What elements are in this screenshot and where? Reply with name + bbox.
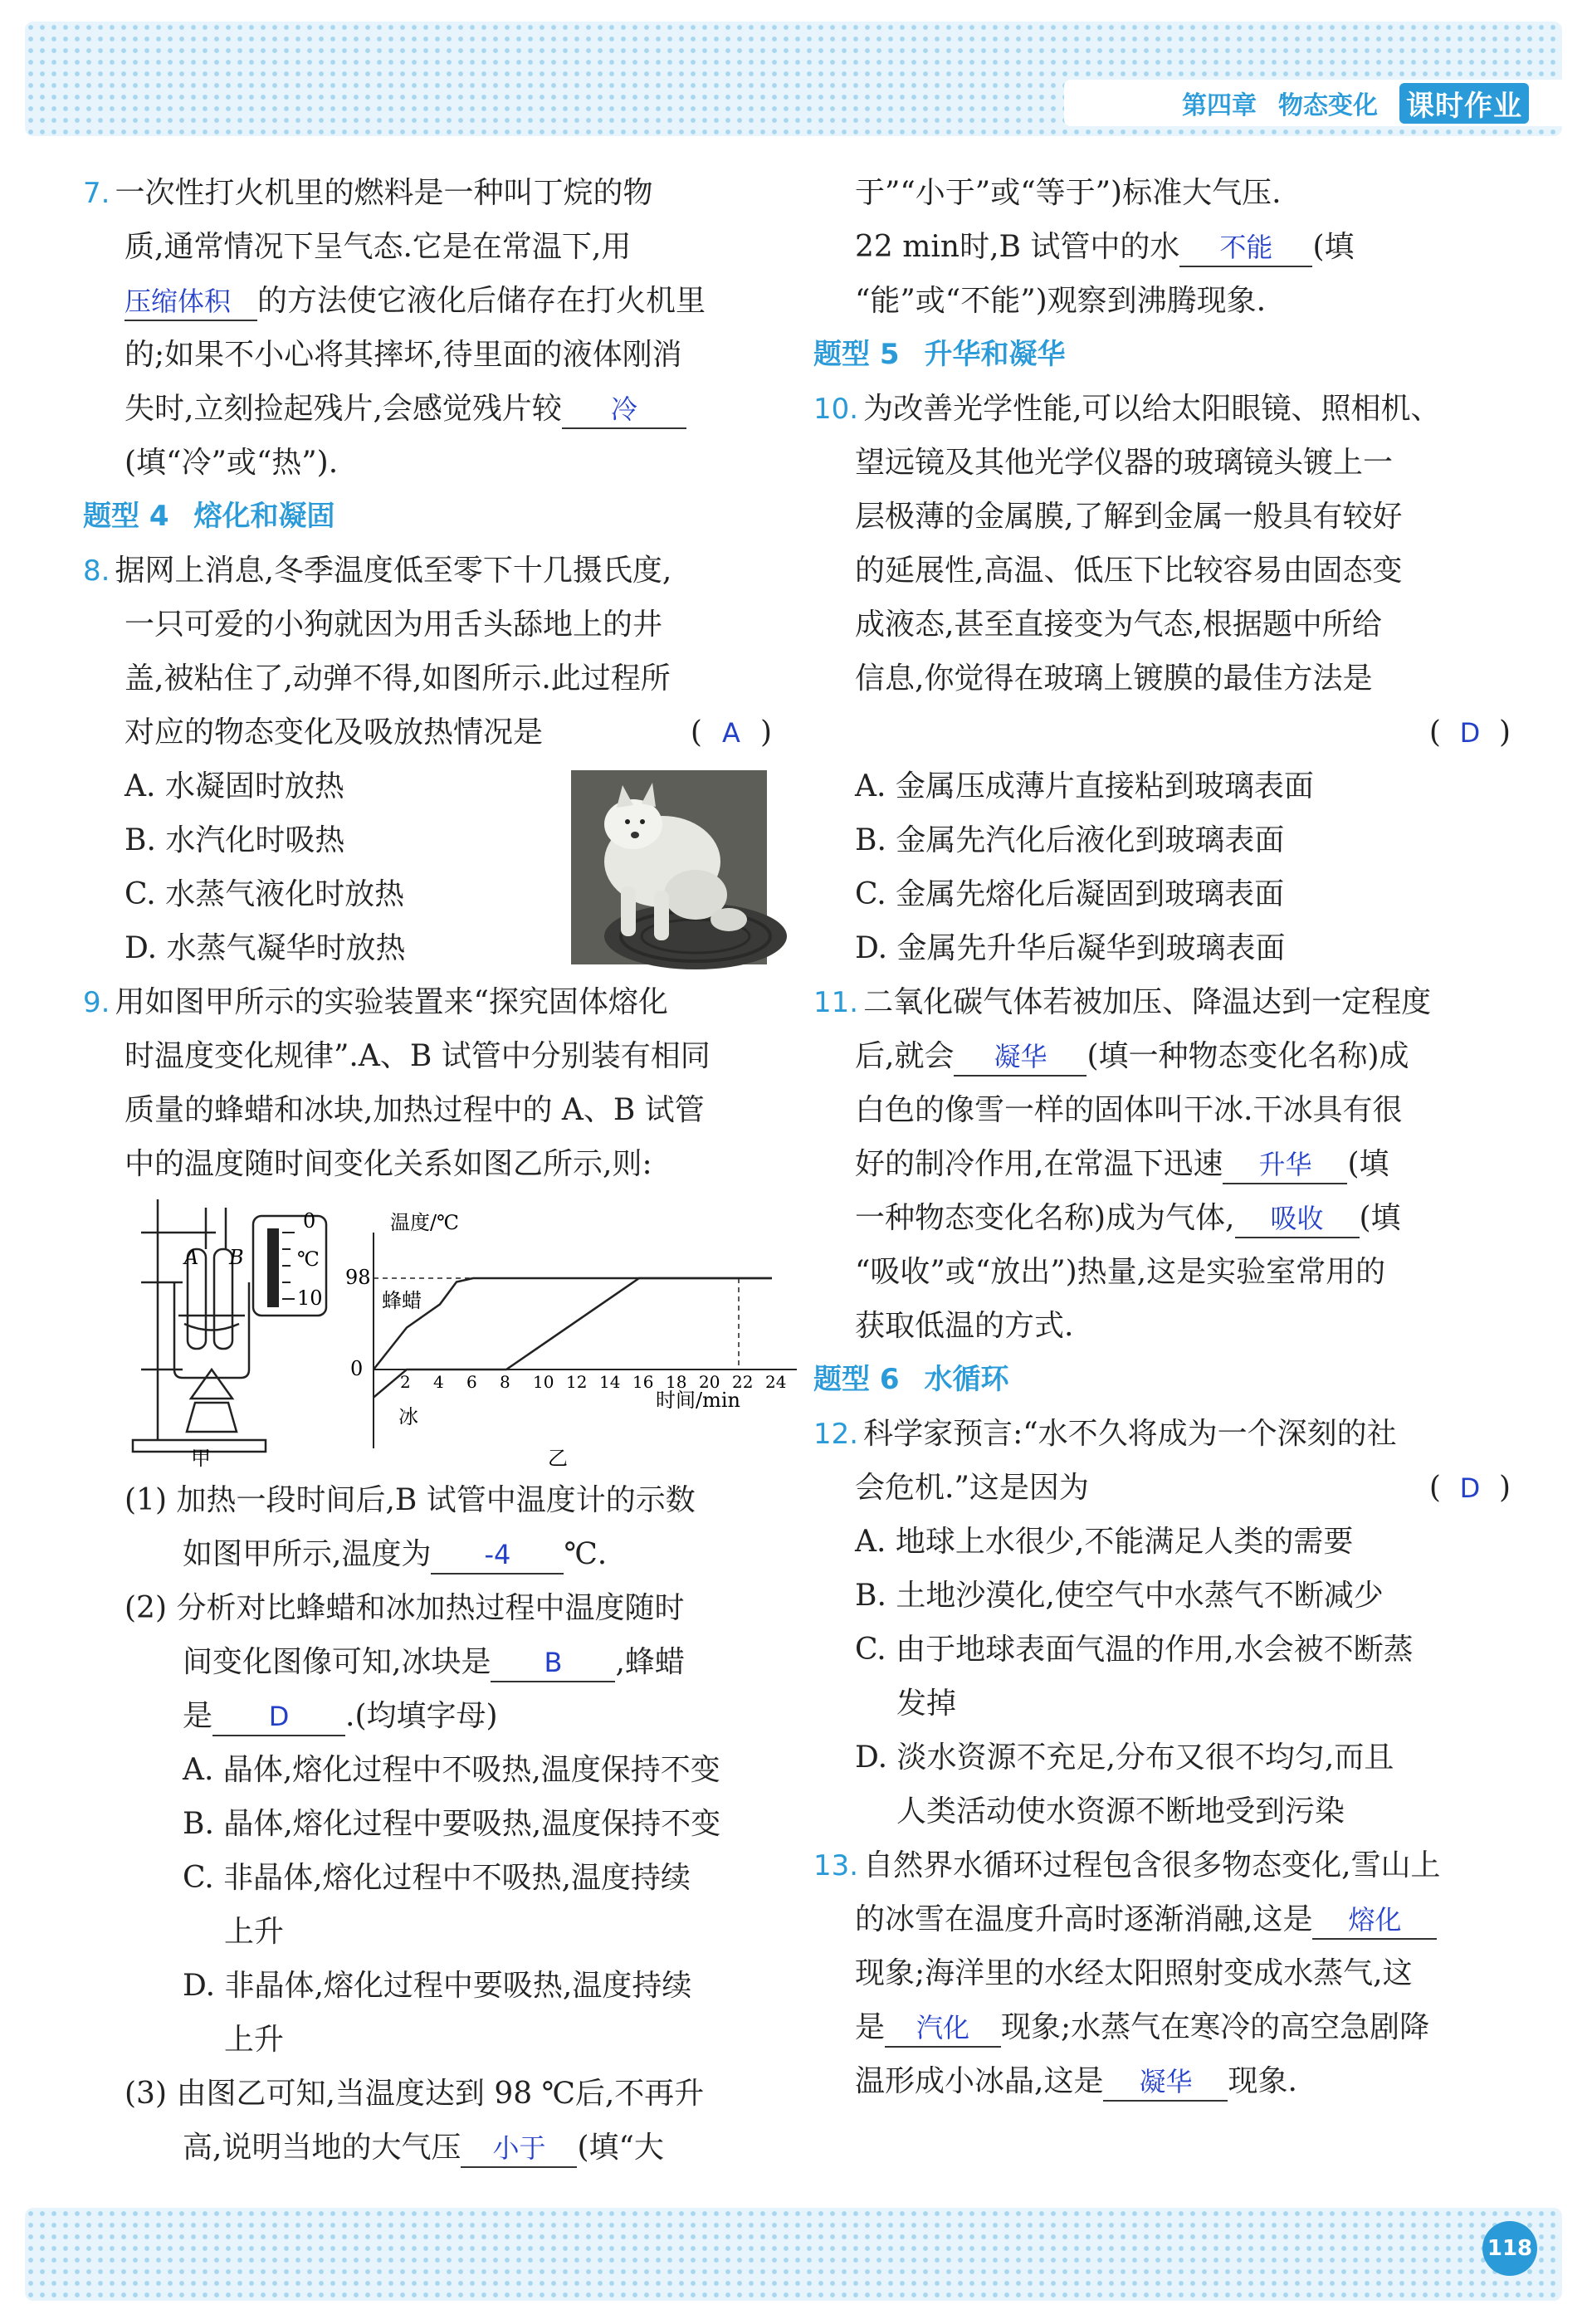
graph-xtick-18: 18: [666, 1372, 687, 1392]
tube-a-label: A: [184, 1246, 199, 1269]
graph-yi: [374, 1233, 797, 1448]
apparatus-jia: [133, 1199, 266, 1452]
q13-line2: 的冰雪在温度升高时逐渐消融,这是 熔化: [813, 1892, 1511, 1946]
graph-xtick-2: 2: [400, 1372, 411, 1392]
dog-photo-illustration: [571, 770, 767, 964]
graph-xtick-16: 16: [632, 1372, 654, 1392]
q8-line1: 8. 据网上消息,冬季温度低至零下十几摄氏度,: [83, 554, 672, 588]
dog-photo: [571, 770, 767, 964]
q12-option-c-line1: C. 由于地球表面气温的作用,水会被不断蒸: [855, 1633, 1414, 1667]
ice-series-label: 冰: [398, 1405, 418, 1428]
q9-option-b: B. 晶体,熔化过程中要吸热,温度保持不变: [183, 1807, 721, 1841]
chapter-number: 第四章: [1182, 91, 1257, 120]
graph-xtick-10: 10: [533, 1372, 554, 1392]
q8-option-d: D. 水蒸气凝华时放热: [125, 931, 406, 965]
section-6-heading: 题型 6 水循环: [813, 1363, 1009, 1396]
q10-number: 10.: [813, 393, 859, 426]
q13-answer-1: 熔化: [1312, 1902, 1437, 1940]
graph-xtick-12: 12: [566, 1372, 588, 1392]
q12-line2: 会危机.”这是因为 ( D ): [813, 1461, 1511, 1515]
wax-series-label: 蜂蜡: [382, 1289, 422, 1312]
thermo-top-label: 0: [303, 1209, 316, 1233]
q9-line4: 中的温度随时间变化关系如图乙所示,则:: [125, 1147, 652, 1181]
q11-answer-2: 升华: [1223, 1146, 1347, 1184]
q10-line2: 望远镜及其他光学仪器的玻璃镜头镀上一: [855, 446, 1394, 480]
q12-option-d-line1: D. 淡水资源不充足,分布又很不均匀,而且: [855, 1741, 1394, 1775]
graph-y98-label: 98: [345, 1266, 371, 1289]
q9-cont-line2: 22 min时,B 试管中的水 不能 (填: [813, 220, 1511, 274]
q12-option-b: B. 土地沙漠化,使空气中水蒸气不断减少: [855, 1579, 1384, 1613]
q10-answer: D: [1459, 717, 1481, 749]
q11-line6: “吸收”或“放出”)热量,这是实验室常用的: [855, 1255, 1386, 1289]
figure-label-jia: 甲: [191, 1447, 211, 1470]
q11-line4: 好的制冷作用,在常温下迅速 升华 (填: [813, 1137, 1511, 1191]
q8-option-a: A. 水凝固时放热: [125, 769, 344, 803]
tube-b-label: B: [229, 1246, 244, 1269]
q7-line1: 7. 一次性打火机里的燃料是一种叫丁烷的物: [83, 176, 653, 210]
q9-line2: 时温度变化规律”.A、B 试管中分别装有相同: [125, 1039, 710, 1073]
q10-option-b: B. 金属先汽化后液化到玻璃表面: [855, 823, 1285, 857]
q9-cont-line1: 于”“小于”或“等于”)标准大气压.: [855, 176, 1282, 210]
q10-line6: 信息,你觉得在玻璃上镀膜的最佳方法是: [855, 662, 1373, 696]
graph-xlabel: 时间/min: [656, 1389, 740, 1412]
q7-line5: 失时,立刻捡起残片,会感觉残片较 冷: [83, 382, 772, 436]
q9-sub1-answer: -4: [431, 1536, 564, 1575]
q9-figure-svg: [133, 1199, 787, 1473]
q8-line4: 对应的物态变化及吸放热情况是 ( A ): [83, 706, 772, 759]
q13-line1: 13. 自然界水循环过程包含很多物态变化,雪山上: [813, 1848, 1441, 1882]
q9-cont-line3: “能”或“不能”)观察到沸腾现象.: [855, 284, 1267, 318]
q12-line1: 12. 科学家预言:“水不久将成为一个深刻的社: [813, 1417, 1397, 1451]
q7-line3: 压缩体积 的方法使它液化后储存在打火机里: [83, 274, 772, 328]
q12-option-a: A. 地球上水很少,不能满足人类的需要: [855, 1525, 1354, 1559]
q9-sub2-line2: 间变化图像可知,冰块是 B ,蜂蜡: [83, 1635, 772, 1689]
q9-sub2-answer-2: D: [212, 1698, 345, 1736]
q7-answer-2: 冷: [562, 391, 686, 429]
q9-sub3-line1: (3) 由图乙可知,当温度达到 98 ℃后,不再升: [125, 2077, 705, 2111]
graph-ylabel: 温度/℃: [390, 1211, 459, 1234]
q10-option-a: A. 金属压成薄片直接粘到玻璃表面: [855, 769, 1314, 803]
bottom-decorative-band: [25, 2208, 1562, 2301]
q10-answer-line: [813, 706, 1511, 759]
left-column: [83, 166, 772, 2175]
q9-sub3-answer: 小于: [461, 2130, 577, 2168]
q11-line3: 白色的像雪一样的固体叫干冰.干冰具有很: [855, 1093, 1403, 1127]
q7-answer-1: 压缩体积: [125, 283, 257, 321]
thermo-bottom-label: 10: [297, 1286, 323, 1310]
q9-cont-answer: 不能: [1179, 229, 1312, 267]
q9-sub2-line1: (2) 分析对比蜂蜡和冰加热过程中温度随时: [125, 1591, 685, 1625]
q11-line2: 后,就会 凝华 (填一种物态变化名称)成: [813, 1029, 1511, 1083]
q9-option-c-line2: 上升: [224, 1915, 285, 1949]
page-number: 118: [1482, 2221, 1537, 2276]
q8-line3: 盖,被粘住了,动弹不得,如图所示.此过程所: [125, 662, 671, 696]
q13-line4: 是 汽化 现象;水蒸气在寒冷的高空急剧降: [813, 2000, 1511, 2054]
chapter-title: 物态变化: [1278, 91, 1378, 120]
q9-line3: 质量的蜂蜡和冰块,加热过程中的 A、B 试管: [125, 1093, 705, 1127]
q11-line7: 获取低温的方式.: [855, 1309, 1074, 1343]
q10-option-d: D. 金属先升华后凝华到玻璃表面: [855, 931, 1286, 965]
q9-line1: 9. 用如图甲所示的实验装置来“探究固体熔化: [83, 985, 668, 1019]
q10-line4: 的延展性,高温、低压下比较容易由固态变: [855, 554, 1403, 588]
graph-xtick-24: 24: [765, 1372, 787, 1392]
section-4-heading: 题型 4 熔化和凝固: [83, 500, 335, 533]
q8-number: 8.: [83, 554, 110, 588]
q13-number: 13.: [813, 1849, 859, 1882]
q9-sub2-answer-1: B: [491, 1644, 615, 1682]
graph-xtick-20: 20: [699, 1372, 720, 1392]
graph-xtick-4: 4: [433, 1372, 444, 1392]
section-5-heading: 题型 5 升华和凝华: [813, 338, 1066, 371]
q8-option-b: B. 水汽化时吸热: [125, 823, 345, 857]
q7-line2: 质,通常情况下呈气态.它是在常温下,用: [125, 230, 632, 264]
q11-line5: 一种物态变化名称)成为气体, 吸收 (填: [813, 1191, 1511, 1245]
q8-answer-bracket: ( A ): [691, 706, 772, 760]
page-header: [1064, 80, 1562, 126]
q12-option-c-line2: 发掉: [896, 1687, 957, 1721]
q9-sub2-line3: 是 D .(均填字母): [83, 1689, 772, 1743]
q7-line4: 的;如果不小心将其摔坏,待里面的液体刚消: [125, 338, 682, 372]
q9-sub3-line2: 高,说明当地的大气压 小于 (填“大: [83, 2121, 772, 2175]
q9-option-d-line1: D. 非晶体,熔化过程中要吸热,温度持续: [183, 1969, 692, 2003]
right-column: [813, 166, 1511, 2108]
q9-figure: [133, 1199, 787, 1477]
q12-answer: D: [1459, 1472, 1481, 1504]
graph-xtick-8: 8: [500, 1372, 510, 1392]
q9-option-d-line2: 上升: [224, 2023, 285, 2057]
q9-sub1-line1: (1) 加热一段时间后,B 试管中温度计的示数: [125, 1483, 696, 1517]
q9-option-a: A. 晶体,熔化过程中不吸热,温度保持不变: [183, 1753, 720, 1787]
q13-answer-2: 汽化: [885, 2009, 1001, 2048]
graph-xtick-22: 22: [732, 1372, 754, 1392]
q10-line5: 成液态,甚至直接变为气态,根据题中所给: [855, 608, 1382, 642]
graph-xtick-14: 14: [599, 1372, 621, 1392]
series-logo: 课时作业: [1399, 83, 1529, 124]
q13-answer-3: 凝华: [1103, 2063, 1228, 2102]
q10-answer-bracket: ( D ): [1429, 706, 1511, 760]
q12-number: 12.: [813, 1418, 859, 1451]
thermo-unit-label: ℃: [297, 1247, 320, 1271]
q13-line5: 温形成小冰晶,这是 凝华 现象.: [813, 2054, 1511, 2108]
q8-answer: A: [722, 717, 740, 749]
q7-number: 7.: [83, 177, 110, 210]
q11-answer-3: 吸收: [1235, 1200, 1360, 1238]
q10-option-c: C. 金属先熔化后凝固到玻璃表面: [855, 877, 1285, 911]
q9-option-c-line1: C. 非晶体,熔化过程中不吸热,温度持续: [183, 1861, 691, 1895]
q12-answer-bracket: ( D ): [1429, 1461, 1511, 1516]
q13-line3: 现象;海洋里的水经太阳照射变成水蒸气,这: [855, 1956, 1413, 1990]
graph-y0-label: 0: [350, 1357, 364, 1380]
q10-line3: 层极薄的金属膜,了解到金属一般具有较好: [855, 500, 1403, 534]
q10-line1: 10. 为改善光学性能,可以给太阳眼镜、照相机、: [813, 392, 1441, 426]
q11-line1: 11. 二氧化碳气体若被加压、降温达到一定程度: [813, 985, 1432, 1019]
graph-xtick-6: 6: [466, 1372, 477, 1392]
q8-line2: 一只可爱的小狗就因为用舌头舔地上的井: [125, 608, 663, 642]
q11-answer-1: 凝华: [954, 1038, 1086, 1077]
q8-option-c: C. 水蒸气液化时放热: [125, 877, 405, 911]
q9-sub1-line2: 如图甲所示,温度为 -4 ℃.: [83, 1527, 772, 1581]
q9-number: 9.: [83, 986, 110, 1019]
figure-label-yi: 乙: [548, 1447, 568, 1470]
q11-number: 11.: [813, 986, 859, 1019]
q12-option-d-line2: 人类活动使水资源不断地受到污染: [896, 1794, 1345, 1828]
q7-line6: (填“冷”或“热”).: [125, 446, 339, 480]
